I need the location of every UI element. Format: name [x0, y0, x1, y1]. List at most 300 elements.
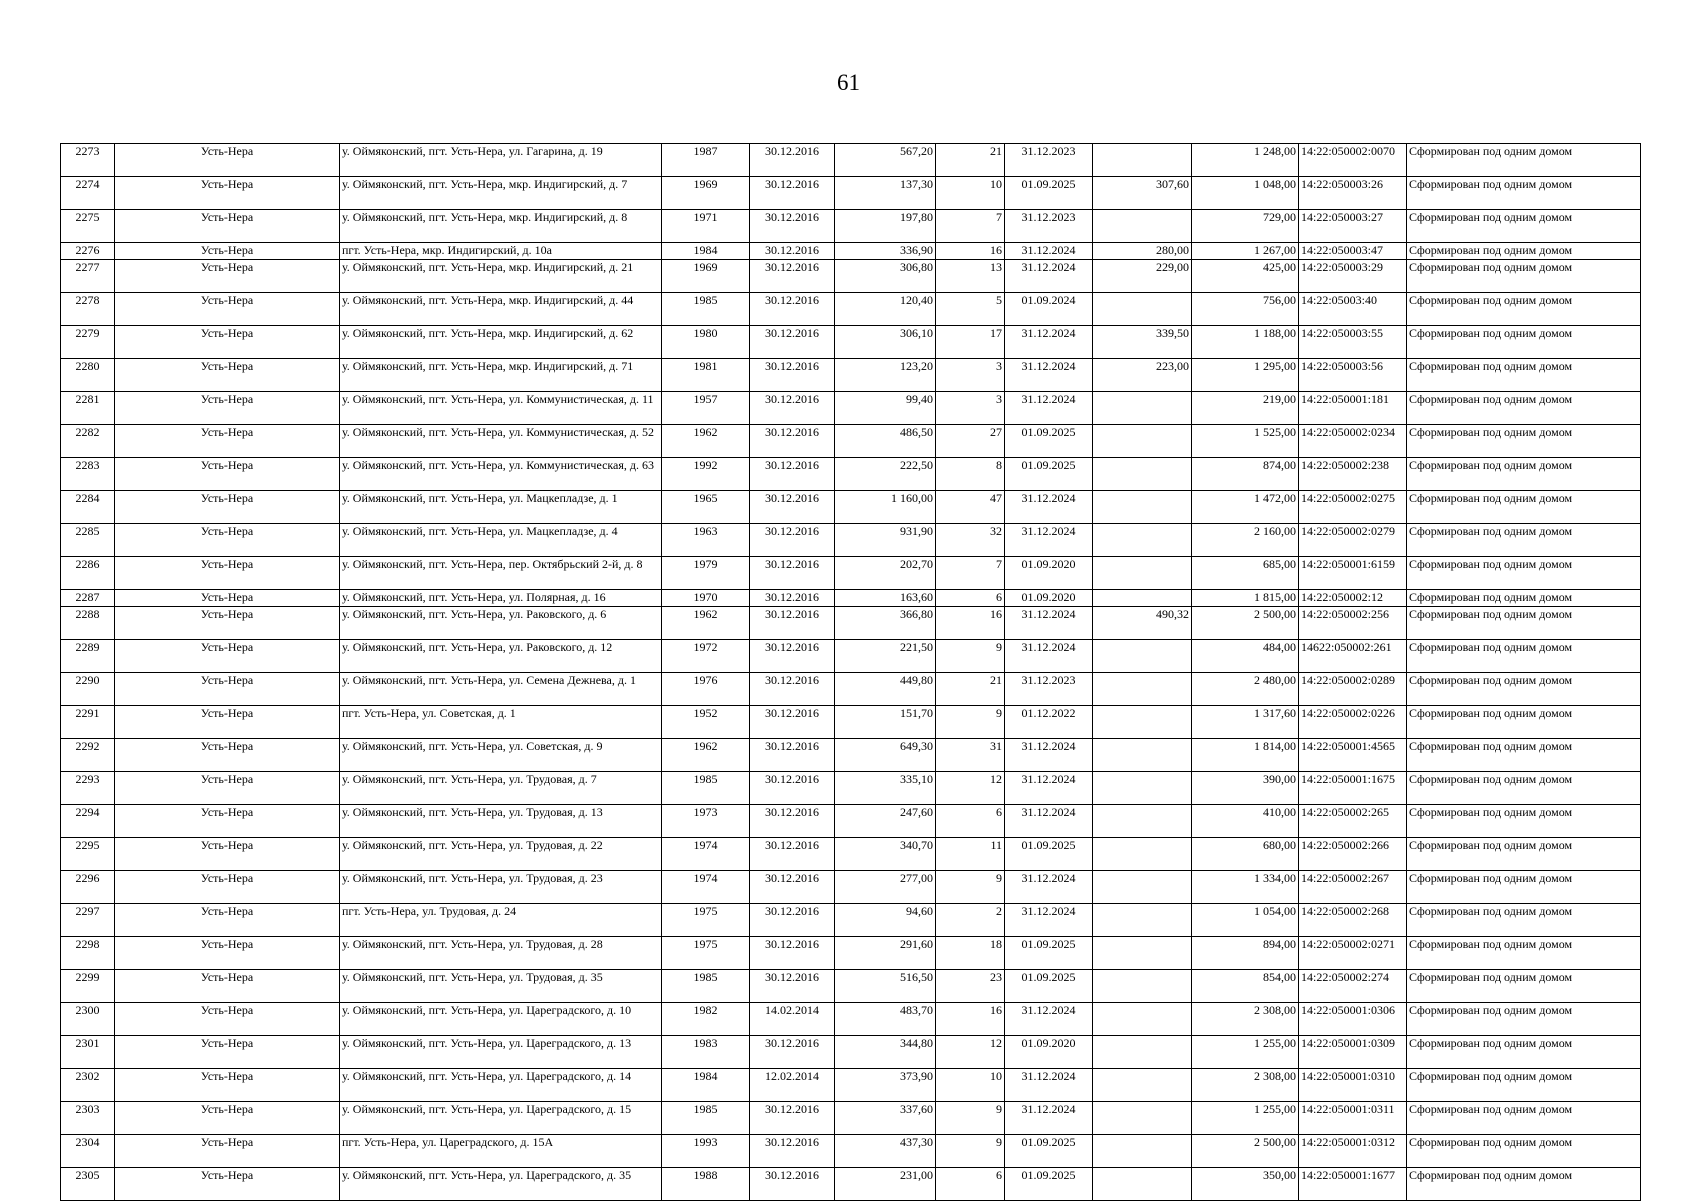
inclusion-date-cell: 30.12.2016: [750, 838, 835, 871]
residents-count-cell: 16: [936, 243, 1005, 260]
row-number-cell: 2299: [61, 970, 115, 1003]
deadline-date-cell: 31.12.2024: [1005, 1102, 1093, 1135]
inclusion-date-cell: 30.12.2016: [750, 1036, 835, 1069]
build-year-cell: 1957: [662, 392, 750, 425]
build-year-cell: 1975: [662, 904, 750, 937]
area-cell: 137,30: [835, 177, 936, 210]
row-number-cell: 2305: [61, 1168, 115, 1201]
address-cell: у. Оймяконский, пгт. Усть-Нера, ул. Коммунистическая, д. 11: [340, 392, 662, 425]
inclusion-date-cell: 30.12.2016: [750, 904, 835, 937]
address-cell: у. Оймяконский, пгт. Усть-Нера, мкр. Индигирский, д. 8: [340, 210, 662, 243]
table-row: [61, 904, 1641, 937]
settlement-cell: Усть-Нера: [115, 673, 340, 706]
status-cell: Сформирован под одним домом: [1407, 937, 1641, 970]
inclusion-date-cell: 30.12.2016: [750, 1168, 835, 1201]
build-year-cell: 1981: [662, 359, 750, 392]
page-number: 61: [837, 70, 860, 95]
table-row: [61, 491, 1641, 524]
deadline-date-cell: 01.09.2025: [1005, 425, 1093, 458]
status-cell: Сформирован под одним домом: [1407, 772, 1641, 805]
status-cell: Сформирован под одним домом: [1407, 673, 1641, 706]
residents-count-cell: 16: [936, 1003, 1005, 1036]
deadline-date-cell: 31.12.2024: [1005, 491, 1093, 524]
status-cell: Сформирован под одним домом: [1407, 491, 1641, 524]
settlement-cell: Усть-Нера: [115, 772, 340, 805]
status-cell: Сформирован под одним домом: [1407, 1102, 1641, 1135]
residents-count-cell: 12: [936, 772, 1005, 805]
build-year-cell: 1979: [662, 557, 750, 590]
settlement-cell: Усть-Нера: [115, 210, 340, 243]
residents-count-cell: 9: [936, 1102, 1005, 1135]
status-cell: Сформирован под одним домом: [1407, 177, 1641, 210]
area-cell: 99,40: [835, 392, 936, 425]
area-cell: 123,20: [835, 359, 936, 392]
residents-count-cell: 3: [936, 392, 1005, 425]
cadastral-number-cell: 14:22:050003:26: [1299, 177, 1407, 210]
land-area-cell: [1093, 838, 1192, 871]
row-number-cell: 2288: [61, 607, 115, 640]
build-year-cell: 1962: [662, 607, 750, 640]
settlement-cell: Усть-Нера: [115, 1135, 340, 1168]
residents-count-cell: 47: [936, 491, 1005, 524]
deadline-date-cell: 01.09.2020: [1005, 590, 1093, 607]
table-row: [61, 1069, 1641, 1102]
cadastral-number-cell: 14:22:050002:267: [1299, 871, 1407, 904]
status-cell: Сформирован под одним домом: [1407, 1168, 1641, 1201]
cadastral-number-cell: 14:22:050002:265: [1299, 805, 1407, 838]
cadastral-number-cell: 14:22:050002:274: [1299, 970, 1407, 1003]
address-cell: у. Оймяконский, пгт. Усть-Нера, ул. Советская, д. 9: [340, 739, 662, 772]
deadline-date-cell: 01.09.2025: [1005, 970, 1093, 1003]
settlement-cell: Усть-Нера: [115, 243, 340, 260]
table-row: [61, 425, 1641, 458]
plot-area-cell: 1 525,00: [1192, 425, 1299, 458]
cadastral-number-cell: 14:22:050001:0310: [1299, 1069, 1407, 1102]
residents-count-cell: 10: [936, 177, 1005, 210]
build-year-cell: 1992: [662, 458, 750, 491]
address-cell: у. Оймяконский, пгт. Усть-Нера, ул. Трудовая, д. 23: [340, 871, 662, 904]
area-cell: 344,80: [835, 1036, 936, 1069]
residents-count-cell: 17: [936, 326, 1005, 359]
address-cell: у. Оймяконский, пгт. Усть-Нера, ул. Трудовая, д. 35: [340, 970, 662, 1003]
deadline-date-cell: 31.12.2024: [1005, 260, 1093, 293]
cadastral-number-cell: 14:22:050002:0070: [1299, 144, 1407, 177]
plot-area-cell: 854,00: [1192, 970, 1299, 1003]
deadline-date-cell: 31.12.2024: [1005, 739, 1093, 772]
plot-area-cell: 410,00: [1192, 805, 1299, 838]
table-row: [61, 243, 1641, 260]
plot-area-cell: 894,00: [1192, 937, 1299, 970]
table-row: [61, 1135, 1641, 1168]
row-number-cell: 2273: [61, 144, 115, 177]
row-number-cell: 2287: [61, 590, 115, 607]
settlement-cell: Усть-Нера: [115, 1102, 340, 1135]
deadline-date-cell: 31.12.2024: [1005, 1069, 1093, 1102]
area-cell: 247,60: [835, 805, 936, 838]
address-cell: у. Оймяконский, пгт. Усть-Нера, ул. Раковского, д. 12: [340, 640, 662, 673]
land-area-cell: [1093, 458, 1192, 491]
inclusion-date-cell: 30.12.2016: [750, 871, 835, 904]
deadline-date-cell: 01.09.2020: [1005, 1036, 1093, 1069]
table-row: [61, 293, 1641, 326]
cadastral-number-cell: 14:22:050001:181: [1299, 392, 1407, 425]
land-area-cell: [1093, 144, 1192, 177]
inclusion-date-cell: 30.12.2016: [750, 706, 835, 739]
status-cell: Сформирован под одним домом: [1407, 557, 1641, 590]
plot-area-cell: 2 308,00: [1192, 1069, 1299, 1102]
plot-area-cell: 756,00: [1192, 293, 1299, 326]
residents-count-cell: 3: [936, 359, 1005, 392]
cadastral-number-cell: 14:22:050003:55: [1299, 326, 1407, 359]
status-cell: Сформирован под одним домом: [1407, 590, 1641, 607]
inclusion-date-cell: 30.12.2016: [750, 937, 835, 970]
deadline-date-cell: 31.12.2024: [1005, 524, 1093, 557]
deadline-date-cell: 01.09.2024: [1005, 293, 1093, 326]
table-row: [61, 607, 1641, 640]
residents-count-cell: 21: [936, 144, 1005, 177]
table-row: [61, 458, 1641, 491]
table-row: [61, 805, 1641, 838]
cadastral-number-cell: 14:22:050003:47: [1299, 243, 1407, 260]
row-number-cell: 2293: [61, 772, 115, 805]
inclusion-date-cell: 12.02.2014: [750, 1069, 835, 1102]
inclusion-date-cell: 30.12.2016: [750, 326, 835, 359]
area-cell: 306,80: [835, 260, 936, 293]
cadastral-number-cell: 14:22:050002:12: [1299, 590, 1407, 607]
row-number-cell: 2274: [61, 177, 115, 210]
settlement-cell: Усть-Нера: [115, 425, 340, 458]
housing-registry-table: [60, 143, 1641, 1201]
plot-area-cell: 484,00: [1192, 640, 1299, 673]
row-number-cell: 2302: [61, 1069, 115, 1102]
residents-count-cell: 7: [936, 210, 1005, 243]
table-row: [61, 706, 1641, 739]
settlement-cell: Усть-Нера: [115, 590, 340, 607]
cadastral-number-cell: 14:22:050002:0234: [1299, 425, 1407, 458]
row-number-cell: 2281: [61, 392, 115, 425]
deadline-date-cell: 01.09.2025: [1005, 177, 1093, 210]
area-cell: 221,50: [835, 640, 936, 673]
area-cell: 449,80: [835, 673, 936, 706]
residents-count-cell: 6: [936, 1168, 1005, 1201]
cadastral-number-cell: 14:22:050002:0289: [1299, 673, 1407, 706]
land-area-cell: [1093, 392, 1192, 425]
table-row: [61, 590, 1641, 607]
build-year-cell: 1976: [662, 673, 750, 706]
address-cell: у. Оймяконский, пгт. Усть-Нера, мкр. Индигирский, д. 21: [340, 260, 662, 293]
plot-area-cell: 729,00: [1192, 210, 1299, 243]
address-cell: у. Оймяконский, пгт. Усть-Нера, ул. Мацкепладзе, д. 1: [340, 491, 662, 524]
settlement-cell: Усть-Нера: [115, 326, 340, 359]
cadastral-number-cell: 14:22:050001:1677: [1299, 1168, 1407, 1201]
table-row: [61, 640, 1641, 673]
address-cell: пгт. Усть-Нера, ул. Советская, д. 1: [340, 706, 662, 739]
status-cell: Сформирован под одним домом: [1407, 1036, 1641, 1069]
land-area-cell: [1093, 491, 1192, 524]
plot-area-cell: 1 334,00: [1192, 871, 1299, 904]
build-year-cell: 1972: [662, 640, 750, 673]
address-cell: у. Оймяконский, пгт. Усть-Нера, ул. Гагарина, д. 19: [340, 144, 662, 177]
build-year-cell: 1993: [662, 1135, 750, 1168]
inclusion-date-cell: 30.12.2016: [750, 144, 835, 177]
status-cell: Сформирован под одним домом: [1407, 970, 1641, 1003]
residents-count-cell: 7: [936, 557, 1005, 590]
cadastral-number-cell: 14:22:050002:0275: [1299, 491, 1407, 524]
table-row: [61, 524, 1641, 557]
table-row: [61, 144, 1641, 177]
land-area-cell: [1093, 970, 1192, 1003]
residents-count-cell: 9: [936, 706, 1005, 739]
residents-count-cell: 31: [936, 739, 1005, 772]
inclusion-date-cell: 30.12.2016: [750, 359, 835, 392]
table-row: [61, 210, 1641, 243]
row-number-cell: 2283: [61, 458, 115, 491]
table-row: [61, 970, 1641, 1003]
inclusion-date-cell: 30.12.2016: [750, 1102, 835, 1135]
land-area-cell: [1093, 1135, 1192, 1168]
area-cell: 306,10: [835, 326, 936, 359]
residents-count-cell: 2: [936, 904, 1005, 937]
cadastral-number-cell: 14:22:050002:266: [1299, 838, 1407, 871]
deadline-date-cell: 31.12.2024: [1005, 904, 1093, 937]
row-number-cell: 2284: [61, 491, 115, 524]
inclusion-date-cell: 30.12.2016: [750, 392, 835, 425]
table-row: [61, 326, 1641, 359]
area-cell: 202,70: [835, 557, 936, 590]
build-year-cell: 1985: [662, 970, 750, 1003]
table-row: [61, 937, 1641, 970]
deadline-date-cell: 31.12.2024: [1005, 392, 1093, 425]
build-year-cell: 1969: [662, 260, 750, 293]
build-year-cell: 1988: [662, 1168, 750, 1201]
settlement-cell: Усть-Нера: [115, 607, 340, 640]
table-row: [61, 1102, 1641, 1135]
land-area-cell: [1093, 1069, 1192, 1102]
build-year-cell: 1985: [662, 1102, 750, 1135]
area-cell: 486,50: [835, 425, 936, 458]
address-cell: у. Оймяконский, пгт. Усть-Нера, ул. Цареградского, д. 15: [340, 1102, 662, 1135]
status-cell: Сформирован под одним домом: [1407, 1069, 1641, 1102]
residents-count-cell: 10: [936, 1069, 1005, 1102]
deadline-date-cell: 31.12.2023: [1005, 673, 1093, 706]
settlement-cell: Усть-Нера: [115, 904, 340, 937]
residents-count-cell: 16: [936, 607, 1005, 640]
row-number-cell: 2280: [61, 359, 115, 392]
plot-area-cell: 1 248,00: [1192, 144, 1299, 177]
plot-area-cell: 2 500,00: [1192, 607, 1299, 640]
area-cell: 277,00: [835, 871, 936, 904]
area-cell: 231,00: [835, 1168, 936, 1201]
land-area-cell: [1093, 871, 1192, 904]
area-cell: 516,50: [835, 970, 936, 1003]
inclusion-date-cell: 30.12.2016: [750, 590, 835, 607]
row-number-cell: 2279: [61, 326, 115, 359]
build-year-cell: 1962: [662, 425, 750, 458]
status-cell: Сформирован под одним домом: [1407, 524, 1641, 557]
cadastral-number-cell: 14:22:050003:27: [1299, 210, 1407, 243]
build-year-cell: 1971: [662, 210, 750, 243]
plot-area-cell: 874,00: [1192, 458, 1299, 491]
status-cell: Сформирован под одним домом: [1407, 210, 1641, 243]
cadastral-number-cell: 14:22:05003:40: [1299, 293, 1407, 326]
build-year-cell: 1974: [662, 838, 750, 871]
area-cell: 151,70: [835, 706, 936, 739]
status-cell: Сформирован под одним домом: [1407, 1003, 1641, 1036]
build-year-cell: 1982: [662, 1003, 750, 1036]
land-area-cell: [1093, 210, 1192, 243]
deadline-date-cell: 01.12.2022: [1005, 706, 1093, 739]
deadline-date-cell: 31.12.2024: [1005, 772, 1093, 805]
residents-count-cell: 5: [936, 293, 1005, 326]
row-number-cell: 2282: [61, 425, 115, 458]
plot-area-cell: 2 160,00: [1192, 524, 1299, 557]
table-row: [61, 177, 1641, 210]
area-cell: 335,10: [835, 772, 936, 805]
land-area-cell: 223,00: [1093, 359, 1192, 392]
table-row: [61, 772, 1641, 805]
build-year-cell: 1984: [662, 1069, 750, 1102]
status-cell: Сформирован под одним домом: [1407, 293, 1641, 326]
table-row: [61, 673, 1641, 706]
residents-count-cell: 11: [936, 838, 1005, 871]
status-cell: Сформирован под одним домом: [1407, 425, 1641, 458]
land-area-cell: [1093, 1003, 1192, 1036]
settlement-cell: Усть-Нера: [115, 392, 340, 425]
area-cell: 1 160,00: [835, 491, 936, 524]
land-area-cell: [1093, 805, 1192, 838]
settlement-cell: Усть-Нера: [115, 838, 340, 871]
deadline-date-cell: 31.12.2024: [1005, 871, 1093, 904]
deadline-date-cell: 31.12.2024: [1005, 243, 1093, 260]
row-number-cell: 2304: [61, 1135, 115, 1168]
inclusion-date-cell: 30.12.2016: [750, 970, 835, 1003]
land-area-cell: [1093, 425, 1192, 458]
status-cell: Сформирован под одним домом: [1407, 359, 1641, 392]
address-cell: у. Оймяконский, пгт. Усть-Нера, ул. Полярная, д. 16: [340, 590, 662, 607]
plot-area-cell: 1 255,00: [1192, 1036, 1299, 1069]
area-cell: 437,30: [835, 1135, 936, 1168]
status-cell: Сформирован под одним домом: [1407, 871, 1641, 904]
settlement-cell: Усть-Нера: [115, 970, 340, 1003]
land-area-cell: [1093, 673, 1192, 706]
build-year-cell: 1985: [662, 293, 750, 326]
deadline-date-cell: 01.09.2025: [1005, 838, 1093, 871]
deadline-date-cell: 01.09.2025: [1005, 1168, 1093, 1201]
cadastral-number-cell: 14:22:050002:0271: [1299, 937, 1407, 970]
status-cell: Сформирован под одним домом: [1407, 739, 1641, 772]
row-number-cell: 2276: [61, 243, 115, 260]
inclusion-date-cell: 30.12.2016: [750, 640, 835, 673]
area-cell: 163,60: [835, 590, 936, 607]
land-area-cell: [1093, 937, 1192, 970]
table-body: [61, 144, 1641, 1201]
deadline-date-cell: 31.12.2024: [1005, 607, 1093, 640]
cadastral-number-cell: 14:22:050001:1675: [1299, 772, 1407, 805]
table-row: [61, 838, 1641, 871]
residents-count-cell: 18: [936, 937, 1005, 970]
row-number-cell: 2277: [61, 260, 115, 293]
residents-count-cell: 9: [936, 871, 1005, 904]
land-area-cell: 490,32: [1093, 607, 1192, 640]
land-area-cell: [1093, 590, 1192, 607]
land-area-cell: 280,00: [1093, 243, 1192, 260]
cadastral-number-cell: 14:22:050003:29: [1299, 260, 1407, 293]
settlement-cell: Усть-Нера: [115, 1168, 340, 1201]
residents-count-cell: 8: [936, 458, 1005, 491]
inclusion-date-cell: 30.12.2016: [750, 1135, 835, 1168]
address-cell: пгт. Усть-Нера, ул. Трудовая, д. 24: [340, 904, 662, 937]
deadline-date-cell: 31.12.2024: [1005, 1003, 1093, 1036]
row-number-cell: 2300: [61, 1003, 115, 1036]
plot-area-cell: 1 317,60: [1192, 706, 1299, 739]
plot-area-cell: 685,00: [1192, 557, 1299, 590]
row-number-cell: 2303: [61, 1102, 115, 1135]
build-year-cell: 1984: [662, 243, 750, 260]
settlement-cell: Усть-Нера: [115, 640, 340, 673]
land-area-cell: [1093, 739, 1192, 772]
area-cell: 373,90: [835, 1069, 936, 1102]
address-cell: у. Оймяконский, пгт. Усть-Нера, мкр. Индигирский, д. 71: [340, 359, 662, 392]
deadline-date-cell: 31.12.2024: [1005, 805, 1093, 838]
build-year-cell: 1952: [662, 706, 750, 739]
address-cell: у. Оймяконский, пгт. Усть-Нера, ул. Коммунистическая, д. 52: [340, 425, 662, 458]
residents-count-cell: 23: [936, 970, 1005, 1003]
build-year-cell: 1970: [662, 590, 750, 607]
area-cell: 94,60: [835, 904, 936, 937]
inclusion-date-cell: 30.12.2016: [750, 425, 835, 458]
status-cell: Сформирован под одним домом: [1407, 260, 1641, 293]
area-cell: 483,70: [835, 1003, 936, 1036]
row-number-cell: 2289: [61, 640, 115, 673]
cadastral-number-cell: 14:22:050002:238: [1299, 458, 1407, 491]
settlement-cell: Усть-Нера: [115, 706, 340, 739]
plot-area-cell: 350,00: [1192, 1168, 1299, 1201]
address-cell: у. Оймяконский, пгт. Усть-Нера, ул. Цареградского, д. 13: [340, 1036, 662, 1069]
plot-area-cell: 1 054,00: [1192, 904, 1299, 937]
settlement-cell: Усть-Нера: [115, 144, 340, 177]
status-cell: Сформирован под одним домом: [1407, 805, 1641, 838]
address-cell: у. Оймяконский, пгт. Усть-Нера, ул. Цареградского, д. 10: [340, 1003, 662, 1036]
plot-area-cell: 2 500,00: [1192, 1135, 1299, 1168]
build-year-cell: 1983: [662, 1036, 750, 1069]
cadastral-number-cell: 14622:050002:261: [1299, 640, 1407, 673]
settlement-cell: Усть-Нера: [115, 805, 340, 838]
status-cell: Сформирован под одним домом: [1407, 838, 1641, 871]
status-cell: Сформирован под одним домом: [1407, 607, 1641, 640]
inclusion-date-cell: 30.12.2016: [750, 673, 835, 706]
residents-count-cell: 27: [936, 425, 1005, 458]
build-year-cell: 1987: [662, 144, 750, 177]
inclusion-date-cell: 30.12.2016: [750, 805, 835, 838]
plot-area-cell: 1 255,00: [1192, 1102, 1299, 1135]
land-area-cell: [1093, 1102, 1192, 1135]
settlement-cell: Усть-Нера: [115, 491, 340, 524]
plot-area-cell: 1 267,00: [1192, 243, 1299, 260]
area-cell: 567,20: [835, 144, 936, 177]
status-cell: Сформирован под одним домом: [1407, 326, 1641, 359]
deadline-date-cell: 31.12.2024: [1005, 640, 1093, 673]
settlement-cell: Усть-Нера: [115, 293, 340, 326]
settlement-cell: Усть-Нера: [115, 739, 340, 772]
address-cell: у. Оймяконский, пгт. Усть-Нера, ул. Мацкепладзе, д. 4: [340, 524, 662, 557]
deadline-date-cell: 31.12.2024: [1005, 359, 1093, 392]
cadastral-number-cell: 14:22:050002:0279: [1299, 524, 1407, 557]
plot-area-cell: 219,00: [1192, 392, 1299, 425]
inclusion-date-cell: 30.12.2016: [750, 177, 835, 210]
residents-count-cell: 32: [936, 524, 1005, 557]
address-cell: у. Оймяконский, пгт. Усть-Нера, пер. Октябрьский 2-й, д. 8: [340, 557, 662, 590]
residents-count-cell: 21: [936, 673, 1005, 706]
